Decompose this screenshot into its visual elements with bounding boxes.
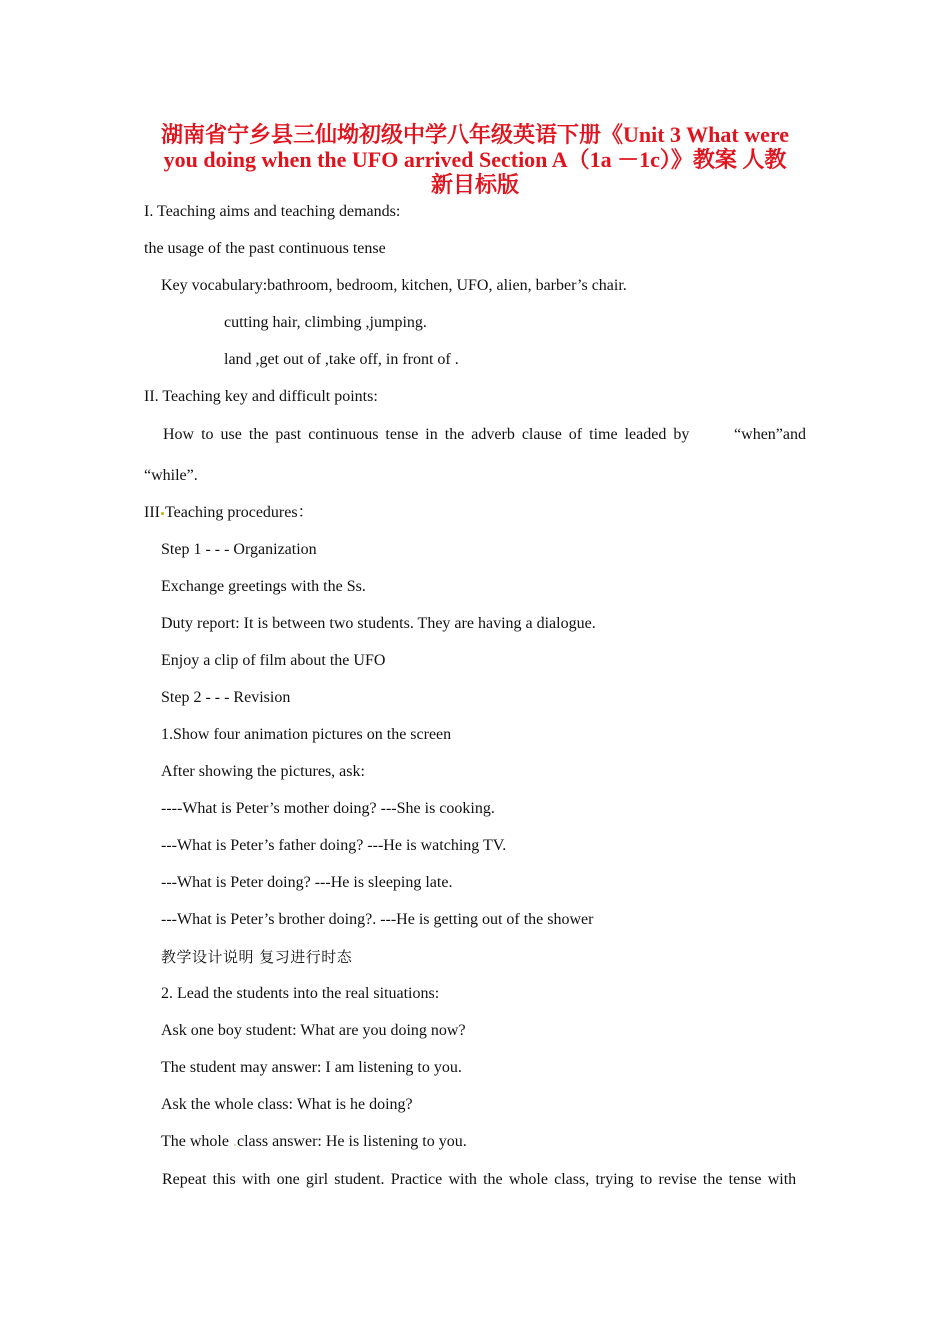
key-point-while: “while”. (144, 467, 198, 484)
repeat-paragraph (162, 1170, 806, 1190)
boy-answer: The student may answer: I am listening to you. (161, 1059, 462, 1076)
question-3: ---What is Peter doing? ---He is sleeping late. (161, 874, 453, 891)
title-line-1: 湖南省宁乡县三仙坳初级中学八年级英语下册《Unit 3 What were (160, 122, 789, 147)
section-3-title: Teaching procedures： (164, 504, 314, 521)
class-answer-b: class answer: He is listening to you. (236, 1133, 467, 1150)
usage-text: the usage of the past continuous tense (144, 240, 386, 257)
lead-students: 2. Lead the students into the real situations: (161, 985, 440, 1002)
phrases-line-2: land ,get out of ,take off, in front of . (224, 351, 459, 368)
section-1-heading: I. Teaching aims and teaching demands: (144, 203, 401, 220)
key-point-when: “when”and (734, 426, 806, 443)
key-vocabulary: Key vocabulary:bathroom, bedroom, kitchen, UFO, alien, barber’s chair. (161, 277, 627, 294)
repeat-text: Repeat this with one girl student. Practice with the whole class, trying to revise the tense with (162, 1171, 797, 1188)
step-1: Step 1 - - - Organization (161, 541, 317, 558)
question-4: ---What is Peter’s brother doing?. ---He is getting out of the shower (161, 911, 594, 928)
title-line-3: 新目标版 (430, 172, 519, 197)
ask-boy: Ask one boy student: What are you doing now? (161, 1022, 466, 1039)
step-2: Step 2 - - - Revision (161, 689, 291, 706)
dot-mark (161, 512, 164, 515)
exchange-greetings: Exchange greetings with the Ss. (161, 578, 366, 595)
key-point-text: How to use the past continuous tense in the adverb clause of time leaded by (163, 426, 690, 443)
question-2: ---What is Peter’s father doing? ---He is watching TV. (161, 837, 507, 854)
section-2-heading: II. Teaching key and difficult points: (144, 388, 378, 405)
after-showing: After showing the pictures, ask: (161, 763, 365, 780)
document-title (140, 122, 810, 197)
title-line-2: you doing when the UFO arrived Section A（1a －1c）》教案 人教 (163, 147, 787, 172)
section-3-number: III (144, 504, 160, 521)
show-pictures: 1.Show four animation pictures on the screen (161, 726, 452, 743)
ask-class: Ask the whole class: What is he doing? (161, 1096, 413, 1113)
section-3-heading (144, 503, 314, 523)
question-1: ----What is Peter’s mother doing? ---She is cooking. (161, 800, 495, 817)
key-point-paragraph (163, 425, 806, 445)
dot-mark-2 (234, 1144, 236, 1146)
phrases-line-1: cutting hair, climbing ,jumping. (224, 314, 427, 331)
design-note: 教学设计说明 复习进行时态 (161, 948, 353, 966)
class-answer (161, 1132, 467, 1152)
class-answer-a: The whole (161, 1133, 233, 1150)
film-clip: Enjoy a clip of film about the UFO (161, 652, 386, 669)
duty-report: Duty report: It is between two students. They are having a dialogue. (161, 615, 596, 632)
